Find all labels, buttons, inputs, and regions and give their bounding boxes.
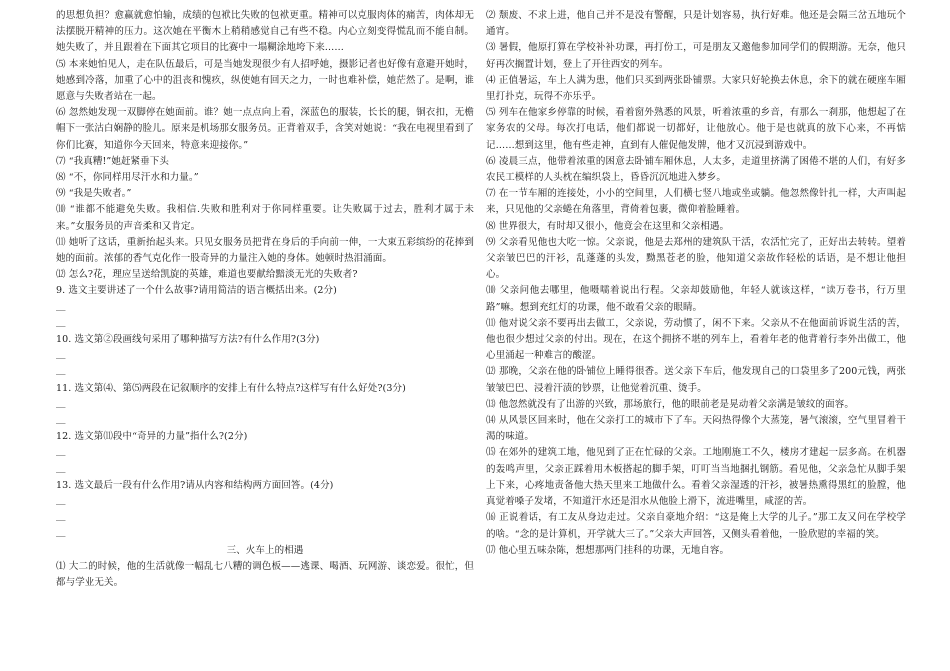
question-11: 11. 选文第⑷、第⑸两段在记叙顺序的安排上有什么特点?这样写有什么好处?(3分) bbox=[56, 382, 406, 394]
passage-paragraph: ⑹ 忽然她发现一双脚停在她面前。谁？她一点点向上看，深蓝色的服装，长长的腿，铜衣扣，无檐帽下一张沽白娴静的脸儿。原来是机场那女服务员。正背着双手，含笑对她说：“我在电视里看到了你们比赛，知道你今天回来，特意来迎接你。” bbox=[56, 107, 474, 151]
passage-paragraph: ⑸ 列车在他家乡停靠的时候，看着窗外熟悉的风景，听着浓重的乡音，有那么一刹那，他想起了在家务农的父母。每次打电话，他们都说一切都好，让他放心。他于是也就真的放下心来，不再惦记……想到这里，他有些走神，直到有人催促他发牌，他才又沉浸到游戏中。 bbox=[486, 107, 906, 151]
passage-paragraph: ⒄ 他心里五味杂陈，想想那两门挂科的功课，无地自容。 bbox=[486, 544, 730, 556]
answer-line[interactable]: ＿ bbox=[56, 415, 66, 426]
passage-paragraph: ⑷ 正值暑运，车上人满为患，他们只买到两张卧铺票。大家只好轮换去休息，余下的就在硬座车厢里打扑克，玩得不亦乐乎。 bbox=[486, 74, 906, 103]
passage-paragraph: ⑾ 他对说父亲不要再出去做工，父亲说，劳动惯了，闲不下来。父亲从不在他面前诉说生活的苦，他也很少想过父亲的付出。现在，在这个拥挤不堪的列车上，看着年老的他背着行李外出做工，他心里涌起一种难言的酸涩。 bbox=[486, 317, 906, 362]
passage-paragraph: ⑿ 怎么?花，理应呈送给凯旋的英雄，难道也要献给黯淡无光的失败者? bbox=[56, 269, 358, 281]
answer-line[interactable]: ＿ bbox=[56, 447, 66, 459]
passage-paragraph: ⑵ 颓废、不求上进，他自己并不是没有警醒，只是计划容易，执行好难。他还是会隔三岔五地玩个通宵。 bbox=[486, 10, 906, 38]
passage-paragraph: ⒁ 从风景区回来时，他在父亲打工的城市下了车。天闷热得像个大蒸笼，暑气滚滚，空气里冒着干渴的味道。 bbox=[486, 415, 906, 443]
answer-line[interactable]: ＿ bbox=[56, 398, 66, 410]
passage-paragraph: 的思想负担？愈赢就愈怕输，成绩的包袱比失败的包袱更重。精神可以克服肉体的痛苦，肉体却无法摆脱开精神的压力。这次她在平衡木上稍稍感觉自己有些不稳。内心立刻变得慌乱而不能自制。她失败了，并且跟着在下面其它项目的比赛中一塌糊涂地垮下来…… bbox=[56, 10, 474, 54]
passage-paragraph: ⒃ 正说着话，有工友从身边走过。父亲自豪地介绍：“这是俺上大学的儿子。”那工友又问在学校学的啥。“念的是计算机，开学就大三了。”父亲大声回答，又侧头看着他，一脸欣慰的幸福的笑。 bbox=[486, 512, 906, 540]
left-column bbox=[56, 8, 474, 591]
passage-paragraph: ⑽ “谁都不能避免失败。我相信.失败和胜利对于你同样重要。让失败属于过去，胜利才属于未来。”女服务员的声音柔和又肯定。 bbox=[56, 204, 474, 232]
passage-paragraph: ⑸ 本来她怕见人，走在队伍最后，可是当她发现很少有人招呼她，摄影记者也好像有意避开她时，她感到冷落，加重了心中的沮丧和愧疚，纵使她有回天之力，一时也难补偿，她茫然了。是啊，谁愿意与失败者站在一起。 bbox=[56, 58, 474, 103]
question-9: 9. 选文主要讲述了一个什么故事?请用简洁的语言概括出来。(2分) bbox=[56, 285, 337, 297]
passage-paragraph: ⑴ 大二的时候，他的生活就像一幅乱七八糟的调色板——逃课、喝酒、玩网游、谈恋爱。很忙，但都与学业无关。 bbox=[56, 560, 474, 588]
answer-line[interactable]: ＿ bbox=[56, 512, 66, 524]
passage-paragraph: ⑺ “我真糟!”她赶紧垂下头 bbox=[56, 155, 169, 167]
passage-paragraph: ⑺ 在一节车厢的连接处，小小的空间里，人们横七竖八地或坐或躺。他忽然像针扎一样，大声叫起来，只见他的父亲蜷在角落里，背倚着包裹，微仰着脸睡着。 bbox=[486, 188, 906, 216]
question-12: 12. 选文第⑾段中“奇异的力量”指什么?(2分) bbox=[56, 431, 248, 443]
right-column bbox=[486, 8, 906, 559]
passage-paragraph: ⑻ “不，你同样用尽汗水和力量。” bbox=[56, 172, 199, 184]
passage-paragraph: ⑼ “我是失败者。” bbox=[56, 188, 132, 200]
passage-paragraph: ⑹ 凌晨三点，他带着浓重的困意去卧铺车厢休息，人太多，走道里挤满了困倦不堪的人们，有好多农民工模样的人头枕在编织袋上，昏昏沉沉地进入梦乡。 bbox=[486, 155, 906, 184]
passage-paragraph: ⒀ 他忽然就没有了出游的兴致，那场旅行，他的眼前老是晃动着父亲满是皱纹的面容。 bbox=[486, 398, 854, 410]
answer-line[interactable]: ＿ bbox=[56, 463, 66, 475]
passage-paragraph: ⑼ 父亲看见他也大吃一惊。父亲说，他是去郑州的建筑队干活，农活忙完了，正好出去转转。望着父亲皱巴巴的汗衫，乱蓬蓬的头发，黝黑苍老的脸，他知道父亲故作轻松的话语，是不想让他担心。 bbox=[486, 236, 906, 281]
answer-line[interactable]: ＿ bbox=[56, 366, 66, 378]
answer-line[interactable]: ＿ bbox=[56, 317, 66, 329]
answer-line[interactable]: ＿ bbox=[56, 495, 66, 507]
passage-paragraph: ⑿ 那晚，父亲在他的卧铺位上睡得很香。送父亲下车后，他发现自己的口袋里多了200元钱，两张皱皱巴巴、浸着汗渍的钞票，让他觉着沉重、烫手。 bbox=[486, 366, 906, 394]
passage-paragraph: ⑶ 暑假，他原打算在学校补补功课，再打份工，可是朋友又邀他参加同学们的假期游。无奈，他只好再次搁置计划，登上了开往西安的列车。 bbox=[486, 42, 906, 70]
question-13: 13. 选文最后一段有什么作用?请从内容和结构两方面回答。(4分) bbox=[56, 479, 334, 491]
question-10: 10. 选文第②段画线句采用了哪种描写方法?有什么作用?(3分) bbox=[56, 334, 320, 346]
passage-paragraph: ⑽ 父亲问他去哪里，他嗫嚅着说出行程。父亲却鼓励他，年轻人就该这样，“读万卷书，行万里路”嘛。想到充红灯的功课，他不敢看父亲的眼睛。 bbox=[486, 285, 906, 313]
answer-line[interactable]: ＿ bbox=[56, 528, 66, 540]
passage-paragraph: ⒂ 在郊外的建筑工地，他见到了正在忙碌的父亲。工地刚施工不久，楼房才建起一层多高。在机器的轰鸣声里，父亲正踩着用木板搭起的脚手架，叮叮当当地捆扎钢筋。看见他，父亲急忙从脚手架上下来，心疼地责备他大热天里来工地做什么。看着父亲湿透的汗衫，被暑热熏得黑红的脸膛，他真觉着嗓子发堵，不知道汗水还是泪水从他脸上滑下，流进嘴里，咸涩的苦。 bbox=[486, 447, 906, 508]
passage-paragraph: ⑾ 她听了这话，重新抬起头来。只见女服务员把背在身后的手向前一伸，一大束五彩缤纷的花捧到她的面前。浓郁的香气克化作一股奇异的力量注入她的身体。她顿时热泪涌面。 bbox=[56, 236, 474, 265]
section-title: 三、火车上的相遇 bbox=[226, 544, 304, 556]
passage-paragraph: ⑻ 世界很大，有时却又很小，他竟会在这里和父亲相遇。 bbox=[486, 220, 730, 232]
answer-line[interactable]: ＿ bbox=[56, 301, 66, 313]
answer-line[interactable]: ＿ bbox=[56, 350, 66, 362]
